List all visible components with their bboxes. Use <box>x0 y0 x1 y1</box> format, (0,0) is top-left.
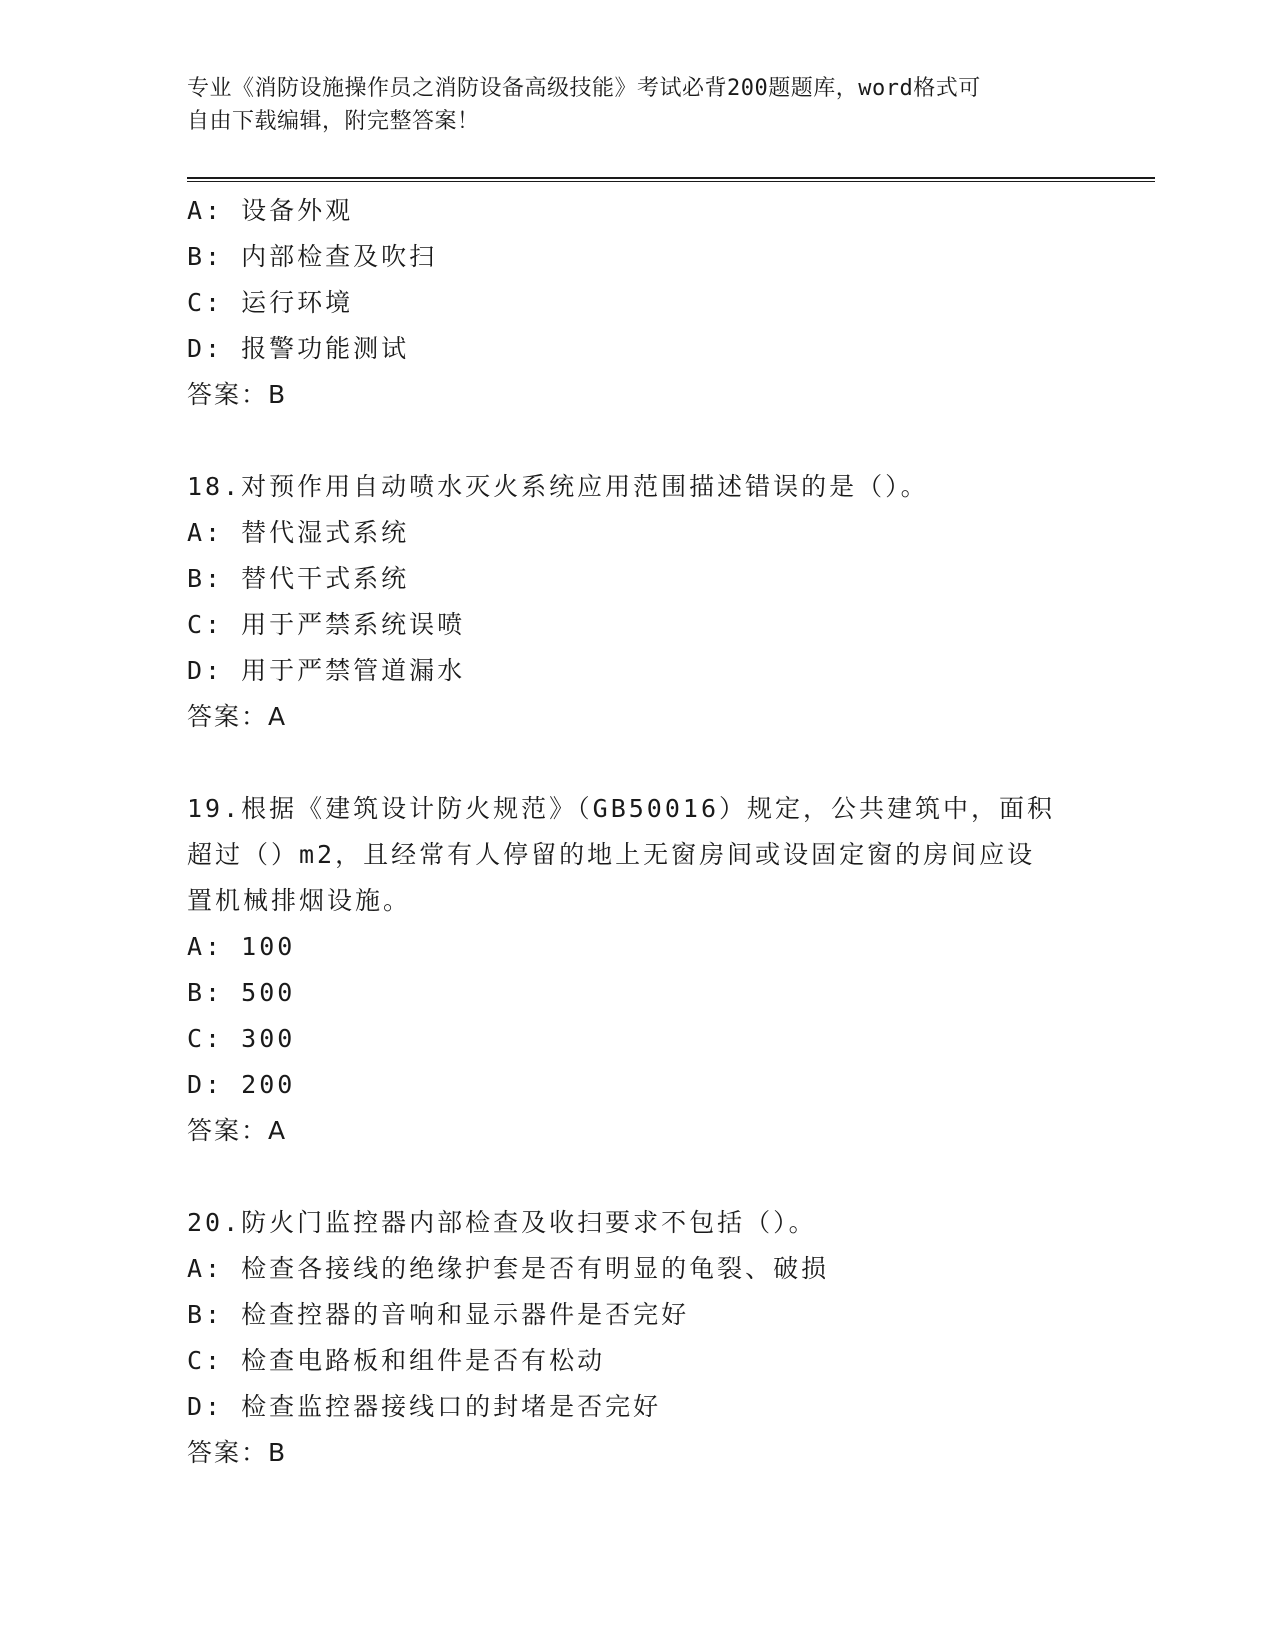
option-d: D: 检查监控器接线口的封堵是否完好 <box>187 1392 662 1421</box>
spacer <box>187 418 1087 464</box>
question-list <box>187 188 1087 1476</box>
answer-label: 答案：A <box>187 1116 288 1145</box>
header-divider-thick <box>187 177 1155 179</box>
question-text: 20.防火门监控器内部检查及收扫要求不包括（）。 <box>187 1208 817 1237</box>
option-b: B: 500 <box>187 978 296 1007</box>
option-b: B: 内部检查及吹扫 <box>187 242 438 271</box>
option-a: A: 检查各接线的绝缘护套是否有明显的龟裂、破损 <box>187 1254 830 1283</box>
answer-label: 答案：B <box>187 380 288 409</box>
question-20 <box>187 1200 1087 1476</box>
header-divider-thin <box>187 181 1155 182</box>
option-c: C: 用于严禁系统误喷 <box>187 610 466 639</box>
option-b: B: 检查控器的音响和显示器件是否完好 <box>187 1300 690 1329</box>
question-text: 18.对预作用自动喷水灭火系统应用范围描述错误的是（）。 <box>187 472 929 501</box>
question-text-line-1: 19.根据《建筑设计防火规范》（GB50016）规定，公共建筑中，面积 <box>187 794 1056 823</box>
question-18 <box>187 464 1087 740</box>
spacer <box>187 740 1087 786</box>
option-d: D: 200 <box>187 1070 296 1099</box>
option-c: C: 运行环境 <box>187 288 354 317</box>
option-a: A: 设备外观 <box>187 196 354 225</box>
option-b: B: 替代干式系统 <box>187 564 410 593</box>
document-header <box>187 72 1087 138</box>
question-text-line-2: 超过（）m2，且经常有人停留的地上无窗房间或设固定窗的房间应设 <box>187 840 1036 869</box>
question-17 <box>187 188 1087 418</box>
option-d: D: 用于严禁管道漏水 <box>187 656 466 685</box>
answer-label: 答案：B <box>187 1438 288 1467</box>
question-text-line-3: 置机械排烟设施。 <box>187 886 412 915</box>
option-c: C: 检查电路板和组件是否有松动 <box>187 1346 606 1375</box>
answer-label: 答案：A <box>187 702 288 731</box>
option-c: C: 300 <box>187 1024 296 1053</box>
header-line-2: 自由下载编辑，附完整答案！ <box>187 109 480 134</box>
option-d: D: 报警功能测试 <box>187 334 410 363</box>
spacer <box>187 1154 1087 1200</box>
option-a: A: 100 <box>187 932 296 961</box>
question-19 <box>187 786 1087 1154</box>
header-line-1: 专业《消防设施操作员之消防设备高级技能》考试必背200题题库，word格式可 <box>187 76 981 101</box>
option-a: A: 替代湿式系统 <box>187 518 410 547</box>
